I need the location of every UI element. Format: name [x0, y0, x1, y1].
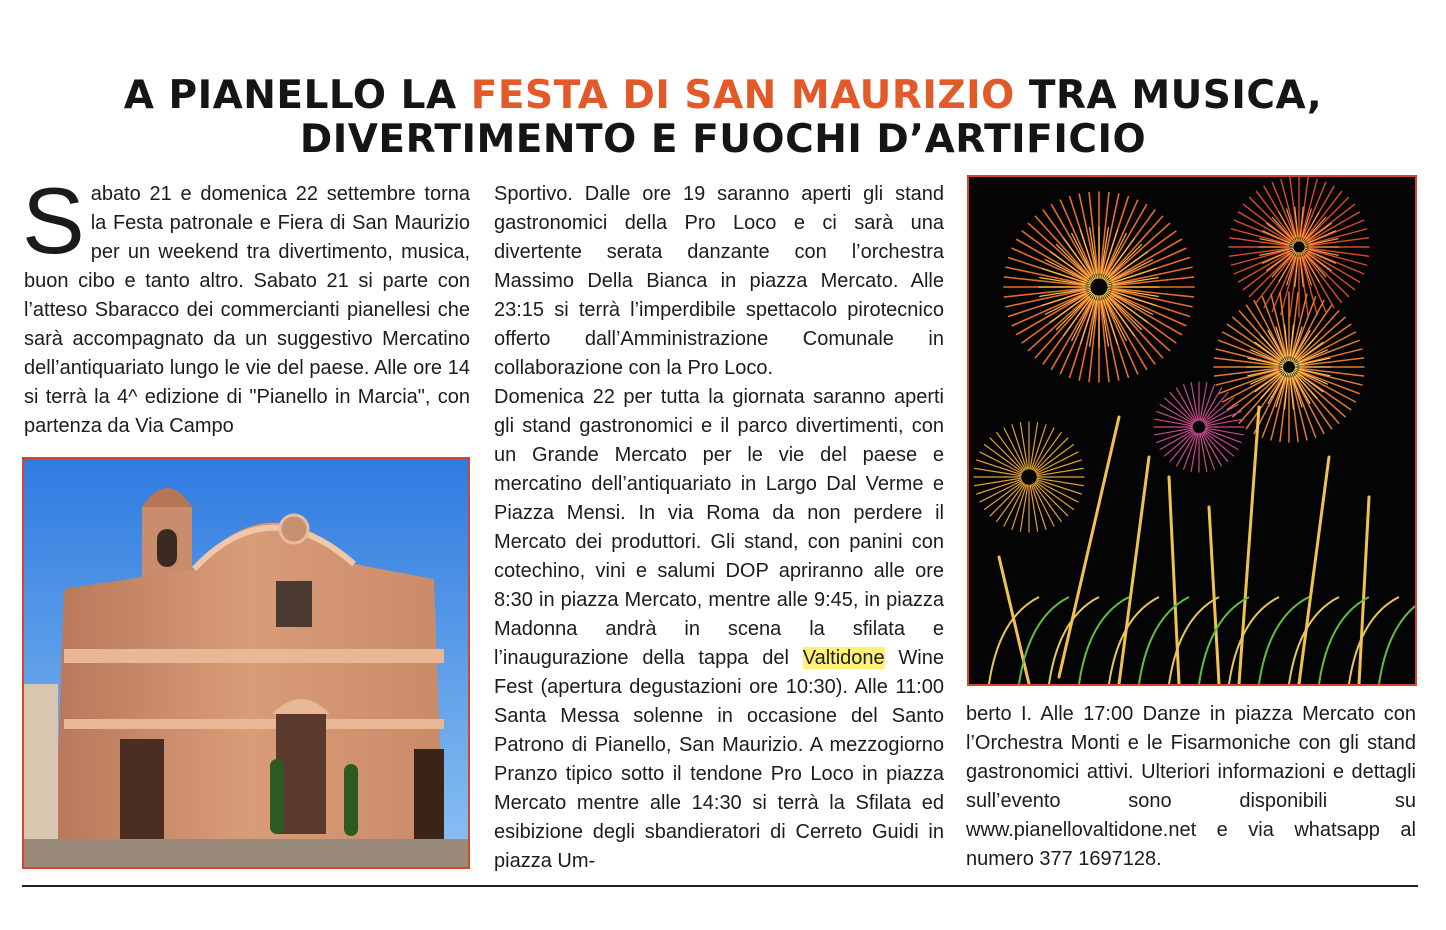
fireworks-photo	[967, 175, 1417, 686]
drop-cap: S	[22, 168, 85, 273]
fireworks-illustration	[969, 177, 1415, 684]
paragraph-2-text-a: Domenica 22 per tutta la giornata saranno aperti gli stand gastronomici e il parco divertimenti, con un Grande Mercato per le vie del paese e mercatino dell’antiquariato in Largo Dal Verme e Piazza Mensi. In via Roma da non perdere il Mercato dei produttori. Gli stand, con panini con cotechino, vini e salumi DOP apriranno alle ore 8:30 in piazza Mercato, mentre alle 9:45, in piazza Madonna andrà in scena la sfilata e l’inaugurazione della tappa del	[494, 386, 944, 669]
headline-highlight: FESTA DI SAN MAURIZIO	[470, 73, 1015, 118]
paragraph-2-text-b: Wine Fest (apertura degustazioni ore 10:30). Alle 11:00 Santa Messa solenne in occasione del Santo Patrono di Pianello, San Maurizio. A mezzogiorno Pranzo tipico sotto il tendone Pro Loco in piazza Mercato mentre alle 14:30 si terrà la Sfilata ed esibizione degli sbandieratori di Cerreto Guidi in piazza Um-	[494, 647, 945, 872]
article-column-3	[966, 700, 1416, 874]
headline-line2: DIVERTIMENTO E FUOCHI D’ARTIFICIO	[299, 117, 1147, 162]
church-photo	[22, 457, 470, 869]
column-2-paragraph-2	[494, 383, 944, 876]
column-1-text: abato 21 e domenica 22 settembre torna la Festa patronale e Fiera di San Maurizio per un weekend tra divertimento, musica, buon cibo e tanto altro. Sabato 21 si parte con l’atteso Sbaracco dei commercianti pianellesi che sarà accompagnato da un suggestivo Mercatino dell’antiquariato lungo le vie del paese. Alle ore 14 si terrà la 4^ edizione di "Pianello in Marcia", con partenza da Via Campo	[24, 183, 470, 437]
article-column-1	[22, 168, 470, 441]
column-2-paragraph-1: Sportivo. Dalle ore 19 saranno aperti gli stand gastronomici della Pro Loco e ci sarà una divertente serata danzante con l’orchestra Massimo Della Bianca in piazza Mercato. Alle 23:15 si terrà l’imperdibile spettacolo pirotecnico offerto dall’Amministrazione Comunale in collaborazione con la Pro Loco.	[494, 183, 944, 379]
headline-prefix: A PIANELLO LA	[123, 73, 471, 118]
bottom-rule	[22, 885, 1418, 887]
article-column-2	[494, 180, 944, 876]
headline	[0, 74, 1446, 162]
church-illustration	[24, 459, 468, 867]
headline-suffix: TRA MUSICA,	[1014, 73, 1323, 118]
highlighted-word: Valtidone	[802, 647, 885, 669]
column-3-text: berto I. Alle 17:00 Danze in piazza Mercato con l’Orchestra Monti e le Fisarmoniche con gli stand gastronomici attivi. Ulteriori informazioni e dettagli sull’evento sono disponibili su www.pianellovaltidone.net e via whatsapp al numero 377 1697128.	[966, 703, 1416, 870]
